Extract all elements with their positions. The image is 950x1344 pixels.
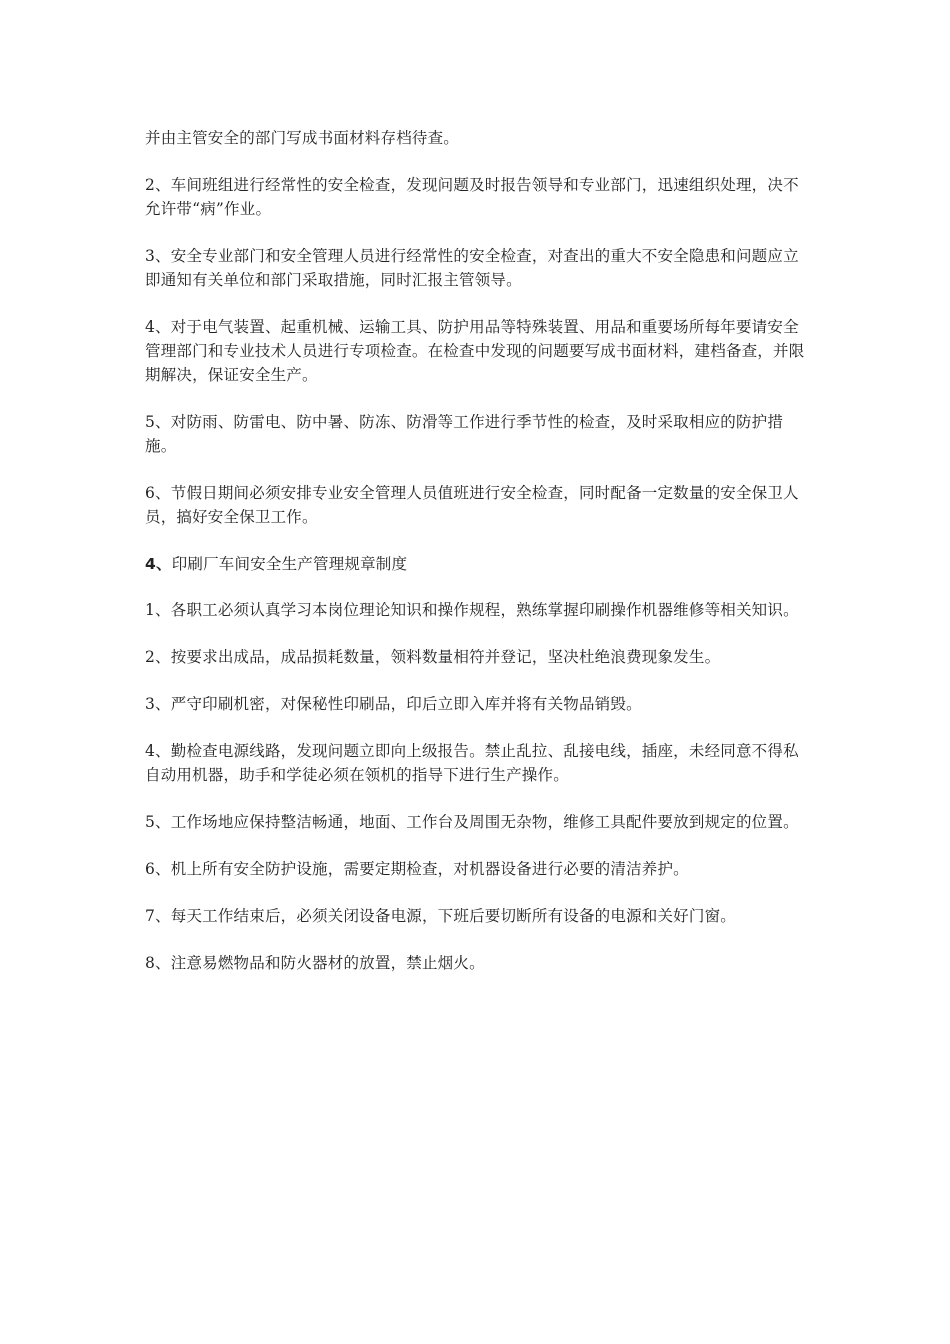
document-body	[145, 126, 813, 998]
section-heading-number: 4、	[145, 555, 172, 573]
inspection-item-3: 3、安全专业部门和安全管理人员进行经常性的安全检查，对查出的重大不安全隐患和问题应立即通知有关单位和部门采取措施，同时汇报主管领导。	[145, 247, 799, 289]
rule-item-2: 2、按要求出成品，成品损耗数量，领料数量相符并登记，坚决杜绝浪费现象发生。	[145, 648, 721, 666]
rule-item-6: 6、机上所有安全防护设施，需要定期检查，对机器设备进行必要的清洁养护。	[145, 860, 689, 878]
rule-item-5: 5、工作场地应保持整洁畅通，地面、工作台及周围无杂物，维修工具配件要放到规定的位置。	[145, 813, 799, 831]
rule-item-7: 7、每天工作结束后，必须关闭设备电源，下班后要切断所有设备的电源和关好门窗。	[145, 907, 736, 925]
continuation-paragraph: 并由主管安全的部门写成书面材料存档待查。	[145, 129, 460, 147]
rule-item-3: 3、严守印刷机密，对保秘性印刷品，印后立即入库并将有关物品销毁。	[145, 695, 642, 713]
section-heading-text: 印刷厂车间安全生产管理规章制度	[171, 555, 408, 573]
rule-item-1: 1、各职工必须认真学习本岗位理论知识和操作规程，熟练掌握印刷操作机器维修等相关知识。	[145, 601, 799, 619]
inspection-item-6: 6、节假日期间必须安排专业安全管理人员值班进行安全检查，同时配备一定数量的安全保卫人员，搞好安全保卫工作。	[145, 484, 799, 526]
inspection-item-4: 4、对于电气装置、起重机械、运输工具、防护用品等特殊装置、用品和重要场所每年要请安全管理部门和专业技术人员进行专项检查。在检查中发现的问题要写成书面材料，建档备查，并限期解决，保证安全生产。	[145, 318, 805, 384]
inspection-item-5: 5、对防雨、防雷电、防中暑、防冻、防滑等工作进行季节性的检查，及时采取相应的防护措施。	[145, 413, 784, 455]
rule-item-4: 4、勤检查电源线路，发现问题立即向上级报告。禁止乱拉、乱接电线，插座，未经同意不得私自动用机器，助手和学徒必须在领机的指导下进行生产操作。	[145, 742, 799, 784]
inspection-item-2: 2、车间班组进行经常性的安全检查，发现问题及时报告领导和专业部门，迅速组织处理，决不允许带“病”作业。	[145, 176, 799, 218]
rule-item-8: 8、注意易燃物品和防火器材的放置，禁止烟火。	[145, 954, 485, 972]
section-heading	[145, 552, 813, 576]
